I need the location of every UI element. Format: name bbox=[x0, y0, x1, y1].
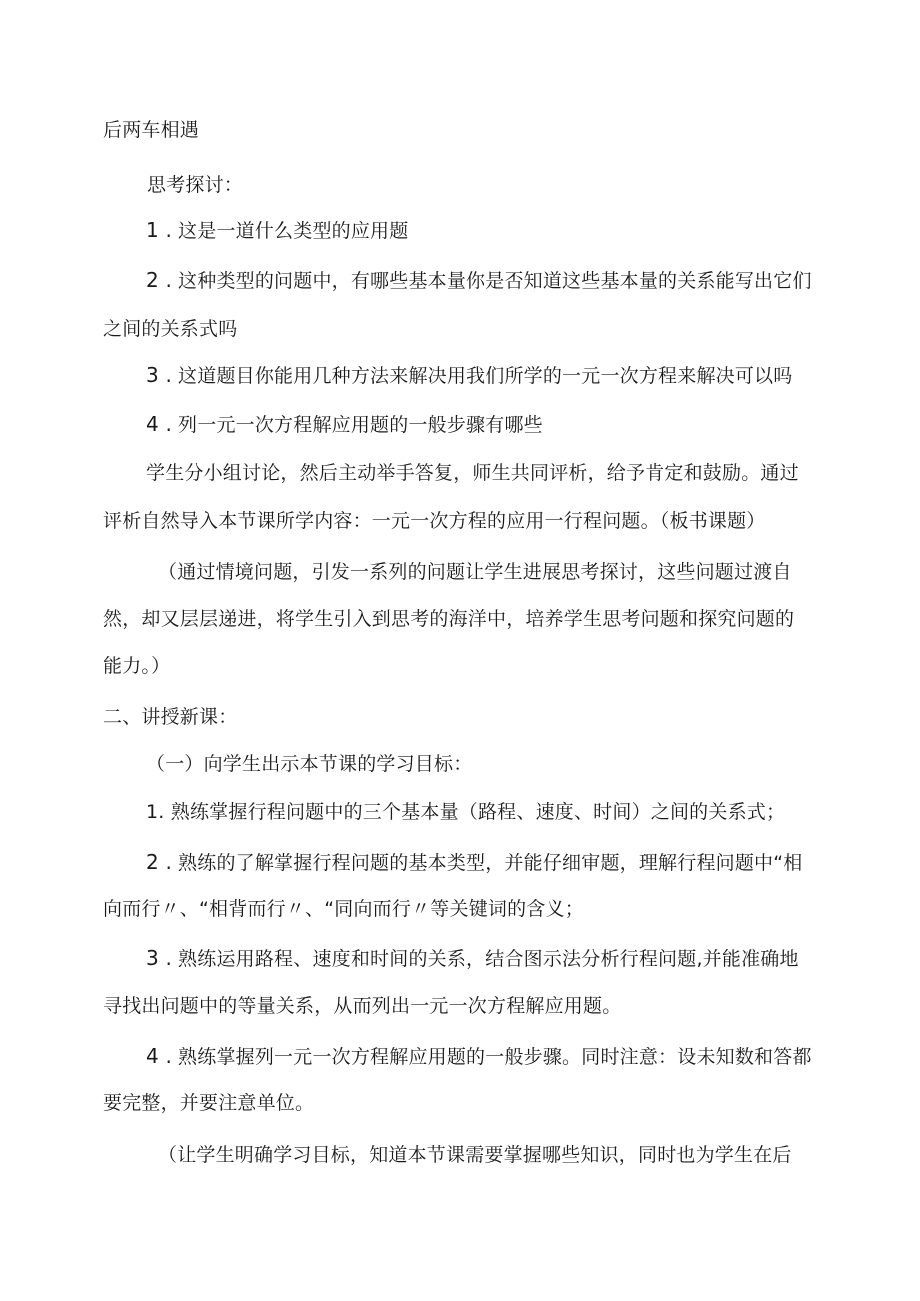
paragraph-line: （通过情境问题，引发一系列的问题让学生进展思考探讨，这些问题过渡自 bbox=[158, 561, 792, 583]
list-item: 4 . 列一元一次方程解应用题的一般步骤有哪些 bbox=[146, 412, 543, 436]
list-item: 2 . 这种类型的问题中，有哪些基本量你是否知道这些基本量的关系能写出它们 bbox=[146, 268, 812, 292]
list-item: 4 . 熟练掌握列一元一次方程解应用题的一般步骤。同时注意：设未知数和答都 bbox=[146, 1044, 812, 1068]
text-line: 向而行〃、“相背而行〃、“同向而行〃等关键词的含义； bbox=[103, 898, 584, 920]
item-number: 2 . bbox=[146, 268, 173, 292]
section-heading: 二、讲授新课： bbox=[103, 706, 238, 728]
item-number: 1 . bbox=[146, 218, 173, 242]
list-item: 1. 熟练掌握行程问题中的三个基本量（路程、速度、时间）之间的关系式； bbox=[146, 801, 786, 823]
text-line: 寻找出问题中的等量关系，从而列出一元一次方程解应用题。 bbox=[103, 995, 622, 1017]
list-item: 3 . 这道题目你能用几种方法来解决用我们所学的一元一次方程来解决可以吗 bbox=[146, 363, 793, 387]
paragraph-line: 学生分小组讨论，然后主动举手答复，师生共同评析，给予肯定和鼓励。通过 bbox=[146, 462, 799, 484]
text-line: 要完整，并要注意单位。 bbox=[103, 1092, 315, 1114]
paragraph-line: 评析自然导入本节课所学内容：一元一次方程的应用一行程问题。（板书课题） bbox=[103, 510, 766, 532]
list-item: 2 . 熟练的了解掌握行程问题的基本类型，并能仔细审题，理解行程问题中“相 bbox=[146, 850, 803, 874]
paragraph-line: 能力。） bbox=[103, 655, 171, 677]
item-number: 2 . bbox=[146, 850, 173, 874]
text-line: 之间的关系式吗 bbox=[103, 318, 238, 340]
item-number: 4 . bbox=[146, 412, 173, 436]
subsection-heading: （一）向学生出示本节课的学习目标： bbox=[146, 753, 473, 775]
text-line: 后两车相遇 bbox=[103, 119, 200, 141]
list-item: 3 . 熟练运用路程、速度和时间的关系，结合图示法分析行程问题,并能准确地 bbox=[146, 946, 799, 970]
section-heading: 思考探讨： bbox=[147, 174, 244, 196]
paragraph-line: 然，却又层层递进，将学生引入到思考的海洋中，培养学生思考问题和探究问题的 bbox=[103, 608, 795, 630]
item-number: 4 . bbox=[146, 1044, 173, 1068]
item-number: 3 . bbox=[146, 363, 173, 387]
list-item: 1 . 这是一道什么类型的应用题 bbox=[146, 218, 409, 242]
paragraph-line: （让学生明确学习目标，知道本节课需要掌握哪些知识，同时也为学生在后 bbox=[158, 1144, 792, 1166]
item-number: 3 . bbox=[146, 946, 173, 970]
